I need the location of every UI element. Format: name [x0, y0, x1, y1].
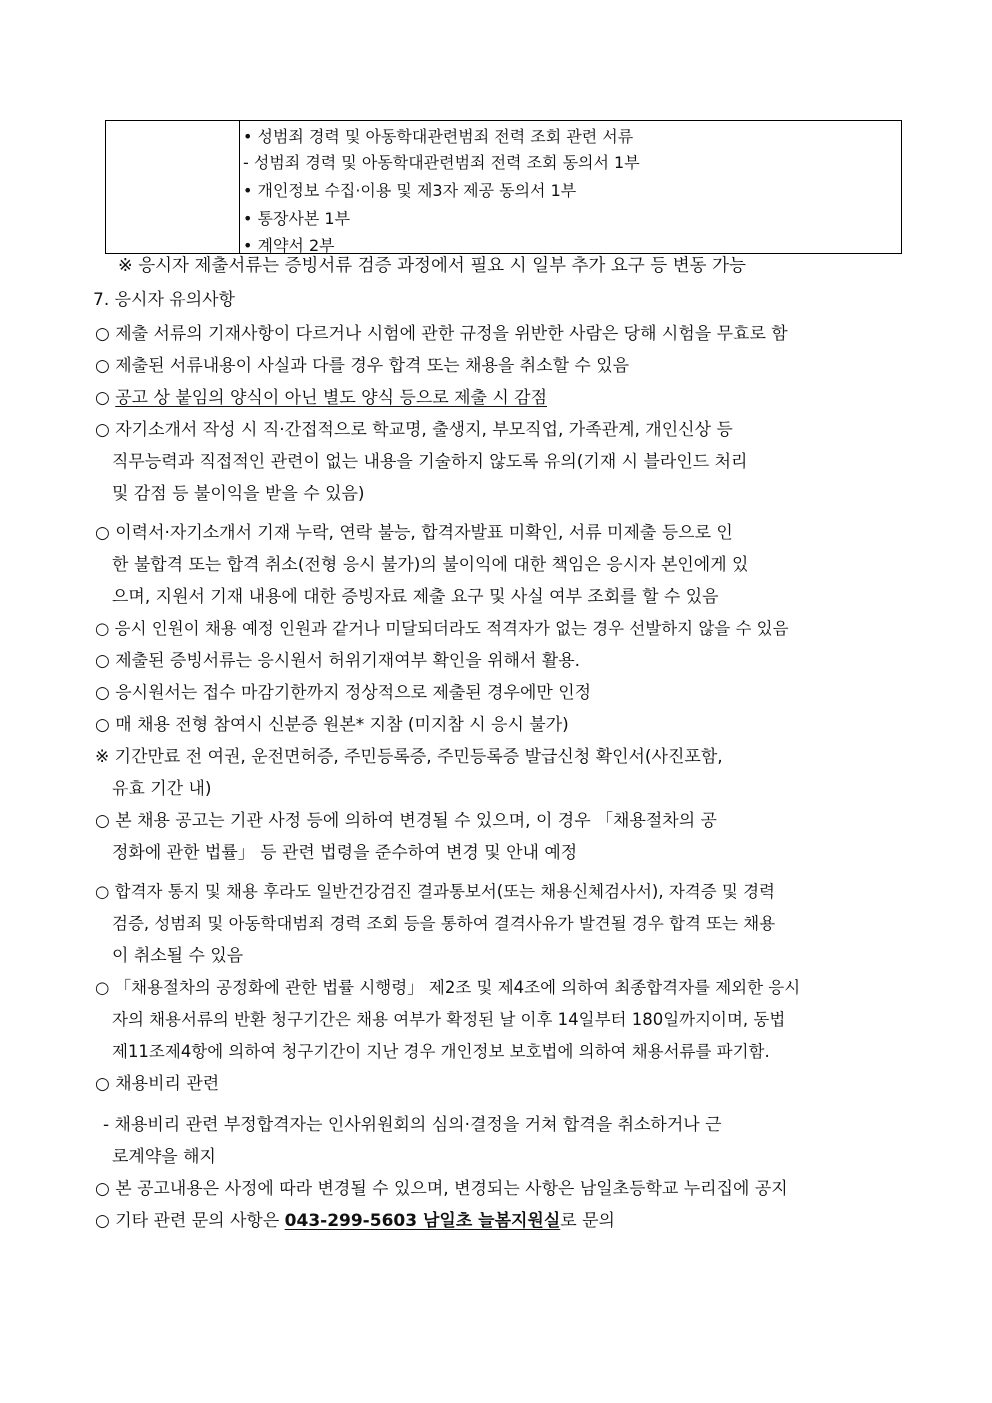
contact-prefix: ○ 기타 관련 문의 사항은 — [95, 1211, 285, 1231]
notice-item-continued: 직무능력과 직접적인 관련이 없는 내용을 기술하지 않도록 유의(기재 시 블라인드 처리 — [112, 452, 748, 472]
notice-item-continued: 검증, 성범죄 및 아동학대범죄 경력 조회 등을 통하여 결격사유가 발견될 경우 합격 또는 채용 — [112, 914, 776, 933]
table-note: ※ 응시자 제출서류는 증빙서류 검증 과정에서 필요 시 일부 추가 요구 등 변동 가능 — [118, 256, 746, 276]
table-line: • 통장사본 1부 — [243, 209, 351, 228]
notice-item: ○ 제출된 서류내용이 사실과 다를 경우 합격 또는 채용을 취소할 수 있음 — [95, 356, 630, 376]
notice-item-continued: 제11조제4항에 의하여 청구기간이 지난 경우 개인정보 보호법에 의하여 채용서류를 파기함. — [112, 1042, 770, 1061]
notice-item-continued: 으며, 지원서 기재 내용에 대한 증빙자료 제출 요구 및 사실 여부 조회를 할 수 있음 — [112, 587, 719, 607]
notice-item — [95, 390, 547, 407]
notice-item: ○ 본 채용 공고는 기관 사정 등에 의하여 변경될 수 있으며, 이 경우 「채용절차의 공 — [95, 811, 717, 831]
notice-item-continued: 및 감점 등 불이익을 받을 수 있음) — [112, 484, 365, 504]
notice-item: ○ 채용비리 관련 — [95, 1074, 220, 1094]
penalty-notice: 공고 상 붙임의 양식이 아닌 별도 양식 등으로 제출 시 감점 — [115, 388, 547, 408]
section-title: 7. 응시자 유의사항 — [93, 290, 235, 310]
contact-info: 043-299-5603 남일초 늘봄지원실 — [284, 1211, 561, 1231]
notice-item: ○ 응시원서는 접수 마감기한까지 정상적으로 제출된 경우에만 인정 — [95, 683, 592, 703]
sub-item: - 채용비리 관련 부정합격자는 인사위원회의 심의·결정을 거쳐 합격을 취소하거나 근 — [103, 1115, 722, 1135]
table-left-cell — [106, 121, 240, 253]
submission-documents-table — [105, 120, 902, 254]
table-line: • 개인정보 수집·이용 및 제3자 제공 동의서 1부 — [243, 181, 577, 200]
sub-item-continued: 로계약을 해지 — [112, 1147, 216, 1167]
table-line: • 계약서 2부 — [243, 236, 335, 255]
notice-item: ○ 본 공고내용은 사정에 따라 변경될 수 있으며, 변경되는 사항은 남일초등학교 누리집에 공지 — [95, 1179, 788, 1199]
notice-item: ○ 응시 인원이 채용 예정 인원과 같거나 미달되더라도 적격자가 없는 경우 선발하지 않을 수 있음 — [95, 619, 789, 638]
table-line: • 성범죄 경력 및 아동학대관련범죄 전력 조회 관련 서류 — [243, 127, 634, 146]
notice-item — [95, 1213, 615, 1230]
notice-item-continued: 한 불합격 또는 합격 취소(전형 응시 불가)의 불이익에 대한 책임은 응시자 본인에게 있 — [112, 555, 749, 575]
notice-item: ○ 제출된 증빙서류는 응시원서 허위기재여부 확인을 위해서 활용. — [95, 651, 581, 671]
notice-item: ○ 자기소개서 작성 시 직·간접적으로 학교명, 출생지, 부모직업, 가족관계, 개인신상 등 — [95, 420, 733, 440]
id-note-continued: 유효 기간 내) — [112, 779, 212, 799]
contact-suffix: 로 문의 — [560, 1211, 615, 1231]
notice-item-continued: 자의 채용서류의 반환 청구기간은 채용 여부가 확정된 날 이후 14일부터 180일까지이며, 동법 — [112, 1010, 786, 1029]
notice-item: ○ 「채용절차의 공정화에 관한 법률 시행령」 제2조 및 제4조에 의하여 최종합격자를 제외한 응시 — [95, 978, 801, 997]
notice-item: ○ 매 채용 전형 참여시 신분증 원본* 지참 (미지참 시 응시 불가) — [95, 715, 569, 735]
notice-item: ○ 합격자 통지 및 채용 후라도 일반건강검진 결과통보서(또는 채용신체검사서), 자격증 및 경력 — [95, 882, 775, 901]
notice-item: ○ 이력서·자기소개서 기재 누락, 연락 불능, 합격자발표 미확인, 서류 미제출 등으로 인 — [95, 523, 733, 543]
table-line: - 성범죄 경력 및 아동학대관련범죄 전력 조회 동의서 1부 — [243, 153, 640, 172]
bullet: ○ — [95, 388, 116, 408]
notice-item-continued: 정화에 관한 법률」 등 관련 법령을 준수하여 변경 및 안내 예정 — [112, 843, 578, 863]
notice-item: ○ 제출 서류의 기재사항이 다르거나 시험에 관한 규정을 위반한 사람은 당해 시험을 무효로 함 — [95, 324, 788, 344]
notice-item-continued: 이 취소될 수 있음 — [112, 946, 244, 966]
id-note: ※ 기간만료 전 여권, 운전면허증, 주민등록증, 주민등록증 발급신청 확인서(사진포함, — [95, 747, 723, 767]
